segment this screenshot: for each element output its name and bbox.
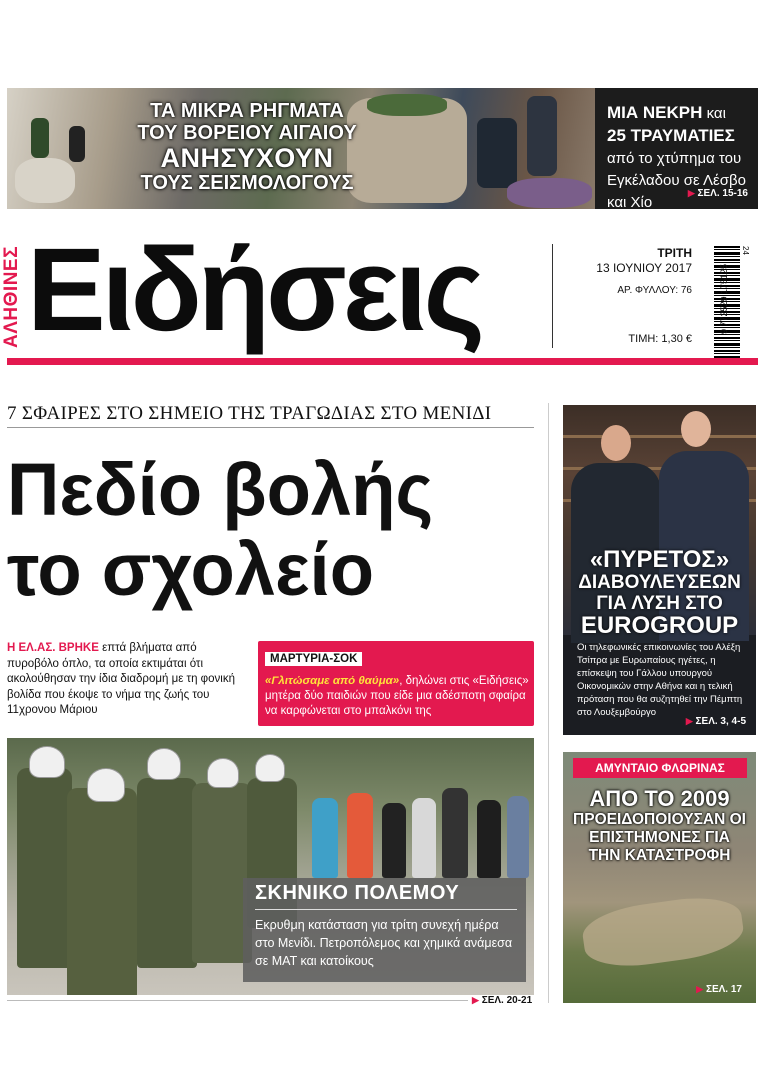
earthquake-page-ref[interactable] [688,188,748,199]
main-bottom-rule [7,1000,534,1001]
eurogroup-headline [563,548,756,638]
casualty-bold-2: 25 ΤΡΑΥΜΑΤΙΕΣ [607,126,735,145]
kicker-rule [7,427,534,428]
barcode [700,246,754,358]
eurogroup-page-ref-text: ΣΕΛ. 3, 4-5 [695,716,746,727]
main-lede-text: επτά βλήματα από πυροβόλο όπλο, τα οποία εκτιμάται ότι ακολούθησαν την ίδια διαδρομή με τη φονική βολίδα που έκοψε το νήμα της ζωής του 11χρονου Μάριου [7,642,235,716]
amyntaio-headline [563,787,756,865]
amyntaio-story[interactable] [563,752,756,1003]
earthquake-headline-line4: ΤΟΥΣ ΣΕΙΣΜΟΛΟΓΟΥΣ [140,172,354,194]
riot-caption-title: ΣΚΗΝΙΚΟ ΠΟΛΕΜΟΥ [255,882,460,904]
eurogroup-headline-line1: «ΠΥΡΕΤΟΣ» [589,546,730,573]
amyntaio-headline-line1: ΑΠΟ ΤΟ 2009 [589,786,730,811]
barcode-number: 9 772529 175125 [719,263,729,335]
amyntaio-label: ΑΜΥΝΤΑΙΟ ΦΛΩΡΙΝΑΣ [573,758,747,778]
testimony-box[interactable] [258,641,534,726]
riot-caption-text: Εκρυθμη κατάσταση για τρίτη συνεχή ημέρα στο Μενίδι. Πετροπόλεμος και χημικά ανάμεσα σε ΜΑΤ και κατοίκους [255,918,513,968]
testimony-body: , δηλώνει στις «Ειδήσεις» μητέρα δύο παιδιών που είδε μια αδέσποτη σφαίρα να καρφώνεται στο μπαλκόνι της [265,675,529,717]
riot-caption-rule [255,909,517,910]
amyntaio-headline-line2: ΠΡΟΕΙΔΟΠΟΙΟΥΣΑΝ ΟΙ [573,811,746,828]
masthead-rule [7,358,758,365]
column-divider [548,403,549,1003]
page-arrow-icon: ▶ [685,716,693,726]
page-arrow-icon: ▶ [472,995,479,1005]
earthquake-headline-line3: ΑΝΗΣΥΧΟΥΝ [160,143,334,173]
main-headline-line2: το σχολείο [7,528,375,611]
main-story-page-ref-text: ΣΕΛ. 20-21 [481,995,533,1006]
amyntaio-page-ref-text: ΣΕΛ. 17 [705,984,742,995]
main-story-page-ref[interactable] [468,995,536,1006]
top-banner[interactable] [7,88,758,209]
amyntaio-headline-line4: ΤΗΝ ΚΑΤΑΣΤΡΟΦΗ [588,847,731,864]
earthquake-headline-line1: ΤΑ ΜΙΚΡΑ ΡΗΓΜΑΤΑ [150,100,344,122]
page-arrow-icon: ▶ [687,188,695,198]
casualty-text-2: από το χτύπημα του Εγκέλαδου σε Λέσβο και Χίο [607,150,746,209]
testimony-label: ΜΑΡΤΥΡΙΑ-ΣΟΚ [265,652,362,666]
earthquake-headline [127,100,367,194]
earthquake-summary [595,88,758,209]
barcode-issue: 24 [741,246,750,255]
riot-caption[interactable] [243,878,526,982]
amyntaio-headline-line3: ΕΠΙΣΤΗΜΟΝΕΣ ΓΙΑ [589,829,730,846]
testimony-quote: «Γλιτώσαμε από θαύμα» [265,675,400,687]
main-headline-line1: Πεδίο βολής [7,448,434,531]
issue-number: ΑΡ. ΦΥΛΛΟΥ: 76 [617,285,692,296]
earthquake-headline-line2: ΤΟΥ ΒΟΡΕΙΟΥ ΑΙΓΑΙΟΥ [137,122,357,144]
page-arrow-icon: ▶ [696,984,704,994]
amyntaio-page-ref[interactable] [696,984,742,995]
landslide-photo [580,891,747,973]
issue-price: ΤΙΜΗ: 1,30 € [628,333,692,345]
casualty-text-1: και [702,105,726,122]
main-lede-lead: Η ΕΛ.ΑΣ. ΒΡΗΚΕ [7,642,99,654]
masthead-vertical-label [1,243,25,353]
masthead-vertical-label-text: ΑΛΗΘΙΝΕΣ [1,246,22,348]
eurogroup-headline-line3: ΓΙΑ ΛΥΣΗ ΣΤΟ [596,593,723,614]
main-story-kicker: 7 ΣΦΑΙΡΕΣ ΣΤΟ ΣΗΜΕΙΟ ΤΗΣ ΤΡΑΓΩΔΙΑΣ ΣΤΟ ΜΕΝΙΔΙ [7,403,492,424]
eurogroup-headline-line4: EUROGROUP [580,612,739,639]
newspaper-logo: Ειδήσεις [27,224,482,356]
masthead-divider [552,244,553,348]
eurogroup-text: Οι τηλεφωνικές επικοινωνίες του Αλέξη Τσίπρα με Ευρωπαίους ηγέτες, η επίσκεψη του Γάλλου υπουργού Οικονομικών στην Αθήνα και η τελική πρόταση που θα συζητηθεί την Πέμπτη στο Λουξεμβούργο [577,642,743,718]
main-lede [7,641,250,719]
earthquake-page-ref-text: ΣΕΛ. 15-16 [697,188,748,199]
casualty-bold-1: ΜΙΑ ΝΕΚΡΗ [607,103,703,122]
masthead-info [560,246,692,345]
testimony-text [265,674,531,719]
issue-date: 13 ΙΟΥΝΙΟΥ 2017 [596,261,692,275]
issue-day: ΤΡΙΤΗ [657,246,692,260]
eurogroup-story[interactable] [563,405,756,735]
eurogroup-headline-line2: ΔΙΑΒΟΥΛΕΥΣΕΩΝ [578,572,741,593]
main-headline[interactable] [7,450,531,610]
eurogroup-page-ref[interactable] [686,716,746,727]
